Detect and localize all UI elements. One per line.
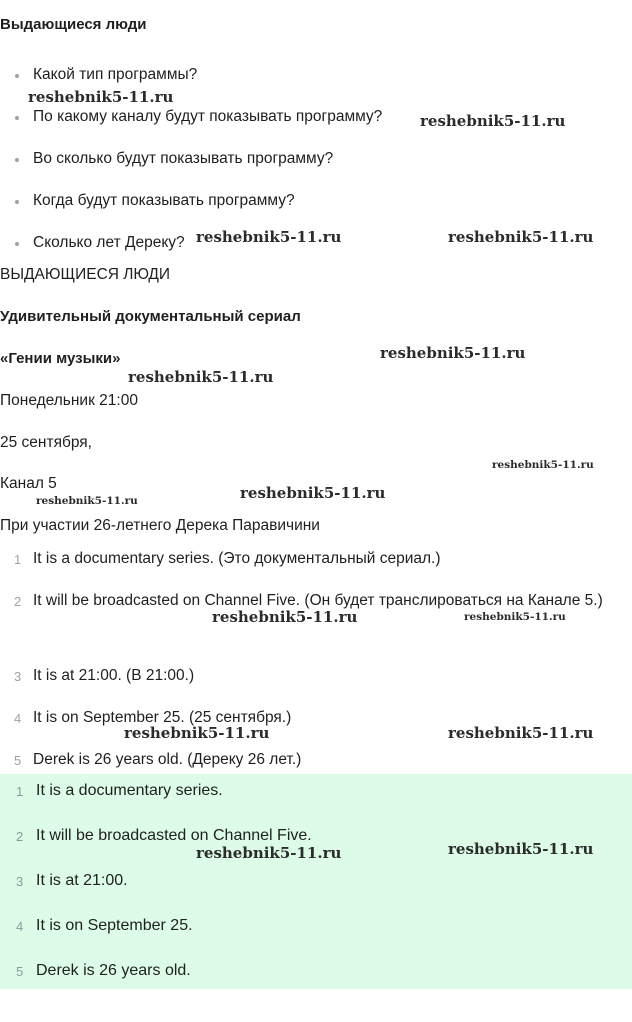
answer-text: Derek is 26 years old. (36, 962, 191, 979)
item-number: 4 (14, 711, 22, 726)
bullet-dot-icon (15, 116, 19, 120)
program-participant: При участии 26-летнего Дерека Паравичини (0, 517, 320, 534)
program-time: Понедельник 21:00 (0, 392, 138, 409)
answers-highlight-box (0, 774, 632, 989)
answer-item (0, 782, 223, 800)
watermark-text: reshebnik5-11.ru (212, 608, 358, 626)
answer-text: It is at 21:00. (36, 872, 128, 889)
section-title: Выдающиеся люди (0, 16, 147, 33)
item-number: 2 (14, 594, 22, 609)
watermark-text: reshebnik5-11.ru (464, 611, 566, 623)
question-item (0, 192, 295, 210)
watermark-text: reshebnik5-11.ru (128, 368, 274, 386)
watermark-text: reshebnik5-11.ru (448, 724, 594, 742)
question-text: Сколько лет Дереку? (33, 234, 185, 251)
watermark-text: reshebnik5-11.ru (380, 344, 526, 362)
bullet-dot-icon (15, 158, 19, 162)
translated-answer-text: Derek is 26 years old. (Дереку 26 лет.) (33, 751, 302, 768)
item-number: 1 (16, 784, 24, 799)
watermark-text: reshebnik5-11.ru (36, 495, 138, 507)
watermark-text: reshebnik5-11.ru (492, 459, 594, 471)
item-number: 3 (16, 874, 24, 889)
answer-item (0, 917, 193, 935)
program-name: «Гении музыки» (0, 350, 121, 367)
answer-item (0, 962, 191, 980)
watermark-text: reshebnik5-11.ru (448, 840, 594, 858)
item-number: 5 (16, 964, 24, 979)
question-item (0, 66, 197, 84)
item-number: 4 (16, 919, 24, 934)
translated-answer-item (0, 748, 632, 771)
question-item (0, 108, 382, 126)
question-text: По какому каналу будут показывать программу? (33, 108, 383, 125)
answer-text: It is on September 25. (36, 917, 193, 934)
answer-item (0, 872, 128, 890)
watermark-text: reshebnik5-11.ru (28, 88, 174, 106)
program-date: 25 сентября, (0, 434, 92, 451)
question-text: Какой тип программы? (33, 66, 198, 83)
item-number: 1 (14, 552, 22, 567)
program-channel: Канал 5 (0, 475, 57, 492)
answer-text: It is a documentary series. (36, 782, 223, 799)
item-number: 2 (16, 829, 24, 844)
bullet-dot-icon (15, 242, 19, 246)
watermark-text: reshebnik5-11.ru (240, 484, 386, 502)
translated-answer-text: It will be broadcasted on Channel Five. (Он будет транслироваться на Канале 5.) (33, 592, 603, 609)
question-text: Во сколько будут показывать программу? (33, 150, 334, 167)
program-caps-title: ВЫДАЮЩИЕСЯ ЛЮДИ (0, 266, 171, 283)
watermark-text: reshebnik5-11.ru (420, 112, 566, 130)
watermark-text: reshebnik5-11.ru (196, 228, 342, 246)
item-number: 3 (14, 669, 22, 684)
watermark-text: reshebnik5-11.ru (124, 724, 270, 742)
bullet-dot-icon (15, 200, 19, 204)
question-text: Когда будут показывать программу? (33, 192, 295, 209)
item-number: 5 (14, 753, 22, 768)
question-item (0, 150, 333, 168)
translated-answer-text: It is a documentary series. (Это документальный сериал.) (33, 550, 441, 567)
watermark-text: reshebnik5-11.ru (448, 228, 594, 246)
translated-answer-text: It is on September 25. (25 сентября.) (33, 709, 292, 726)
translated-answer-item (0, 547, 632, 570)
answer-item (0, 827, 312, 845)
translated-answer-item (0, 664, 632, 687)
program-series: Удивительный документальный сериал (0, 308, 301, 325)
watermark-text: reshebnik5-11.ru (196, 844, 342, 862)
question-item (0, 234, 185, 252)
answer-text: It will be broadcasted on Channel Five. (36, 827, 312, 844)
translated-answer-text: It is at 21:00. (В 21:00.) (33, 667, 195, 684)
bullet-dot-icon (15, 74, 19, 78)
